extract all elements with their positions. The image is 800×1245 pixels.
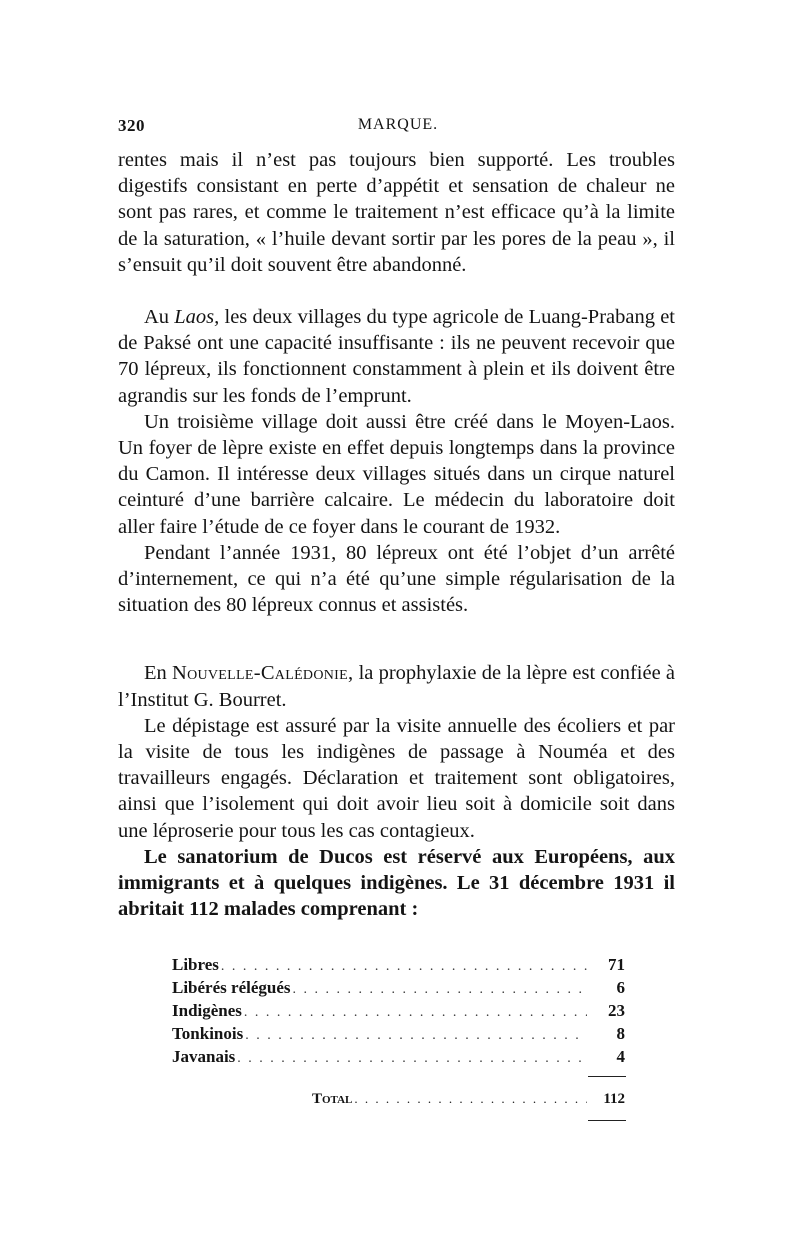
paragraph-laos-text: les deux villages du type agricole de Luang-Prabang et de Paksé ont une capacité insuffisante : ils ne peuvent recevoir que 70 lépreux, ils fonctionnent constamment à plein et ils doivent être agrandis sur les fonds de l’emprunt. [118, 306, 675, 407]
total-label: Total [312, 1091, 353, 1107]
row-value: 8 [616, 1024, 625, 1043]
row-value: 71 [608, 955, 625, 974]
row-value: 6 [616, 978, 625, 997]
paragraph-continuation: rentes mais il n’est pas toujours bien supporté. Les troubles digestifs consistant en perte d’appétit et sensation de chaleur ne sont pas rares, et comme le traitement n’est efficace qu’à la limite de la saturation, « l’huile devant sortir par les pores de la peau », il s’ensuit qu’il doit souvent être abandonné. [118, 149, 675, 276]
total-row [312, 1091, 627, 1108]
place-name-laos: Laos, [174, 306, 220, 329]
table-row [172, 1047, 627, 1070]
row-label: Tonkinois [172, 1024, 244, 1043]
table-row [172, 978, 627, 1001]
paragraph-gap [118, 618, 675, 660]
running-title: MARQUE. [357, 116, 439, 133]
sum-rule-top [588, 1076, 626, 1077]
table-row [172, 955, 627, 978]
page-header [118, 116, 678, 140]
patients-table [172, 955, 627, 1070]
place-name-nouvelle-caledonie: Nouvelle-Calédonie, [171, 662, 354, 685]
paragraph-internement: Pendant l’année 1931, 80 lépreux ont été l’objet d’un arrêté d’internement, ce qui n’a été qu’une simple régularisation de la situation des 80 lépreux connus et assistés. [118, 541, 675, 617]
row-label: Javanais [172, 1047, 236, 1066]
dot-leader [245, 1028, 587, 1044]
total-value: 112 [603, 1091, 625, 1107]
dot-leader [293, 982, 588, 998]
dot-leader [244, 1005, 587, 1021]
row-label: Indigènes [172, 1001, 242, 1020]
table-row [172, 1001, 627, 1024]
page-number: 320 [118, 116, 145, 135]
row-value: 4 [616, 1047, 625, 1066]
dot-leader [354, 1091, 587, 1107]
dot-leader [237, 1051, 587, 1067]
paragraph-sanatorium: Le sanatorium de Ducos est réservé aux Européens, aux immigrants et à quelques indigènes. Le 31 décembre 1931 il abritait 112 malades comprenant : [118, 845, 675, 921]
row-value: 23 [608, 1001, 625, 1020]
row-label: Libérés rélégués [172, 978, 291, 997]
paragraph-depistage: Le dépistage est assuré par la visite annuelle des écoliers et par la visite de tous les indigènes de passage à Nouméa et des travailleurs engagés. Déclaration et traitement sont obligatoires, ainsi que l’isolement qui doit avoir lieu soit à domicile soit dans une léproserie pour tous les cas contagieux. [118, 714, 675, 842]
row-label: Libres [172, 955, 219, 974]
table-row [172, 1024, 627, 1047]
paragraph-nc-text: la prophylaxie de la lèpre est confiée à l’Institut G. Bourret. [118, 662, 675, 711]
dot-leader [221, 959, 587, 975]
paragraph-nc-lead: En [144, 662, 172, 685]
paragraph-laos-lead: Au [144, 306, 175, 329]
paragraph-laos [118, 304, 675, 409]
sum-rule-bottom [588, 1120, 626, 1121]
paragraph-nouvelle-caledonie [118, 660, 675, 712]
paragraph-gap [118, 278, 675, 304]
body-text [118, 147, 675, 922]
paragraph-moyen-laos: Un troisième village doit aussi être créé dans le Moyen-Laos. Un foyer de lèpre existe en effet depuis longtemps dans la province du Camon. Il intéresse deux villages situés dans un cirque naturel ceinturé d’une barrière calcaire. Le médecin du laboratoire doit aller faire l’étude de ce foyer dans le courant de 1932. [118, 410, 675, 538]
